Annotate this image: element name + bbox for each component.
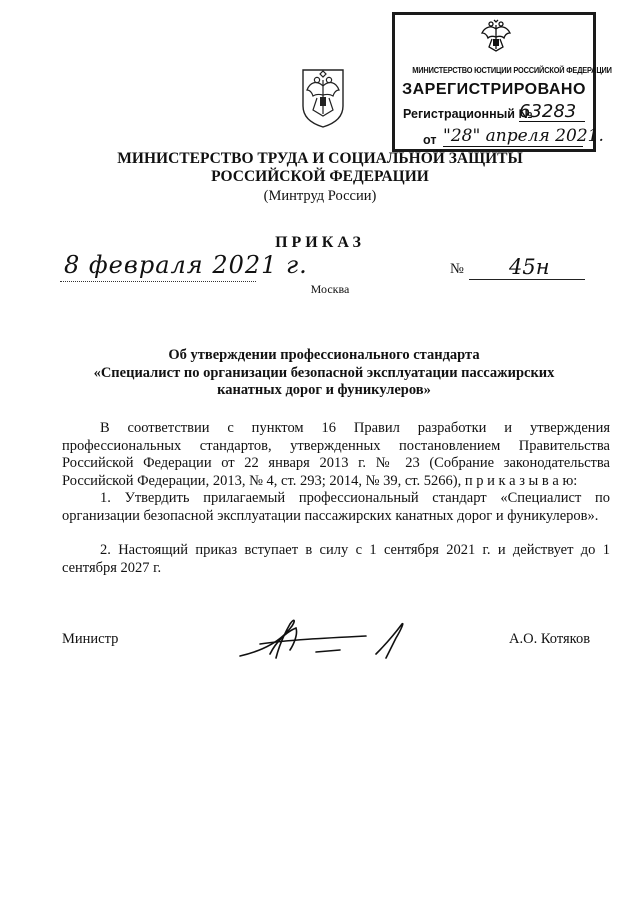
- clause-2: 2. Настоящий приказ вступает в силу с 1 сентября 2021 г. и действует до 1 сентября 2027 г.: [62, 542, 610, 576]
- stamp-date: "28" апреля 2021.: [443, 126, 604, 146]
- signer-name: А.О. Котяков: [509, 631, 591, 647]
- order-number: 45н: [469, 255, 585, 280]
- subject-line1: Об утверждении профессионального стандарта: [168, 347, 480, 363]
- coat-of-arms-icon: [301, 68, 345, 128]
- ministry-title-line2: РОССИЙСКОЙ ФЕДЕРАЦИИ: [211, 168, 429, 185]
- registration-stamp: [392, 12, 612, 152]
- handwritten-signature-icon: [236, 614, 416, 664]
- preamble-paragraph: В соответствии с пунктом 16 Правил разработки и утверждения профессиональных стандартов, утвержденных постановлением Правительства Российской Федерации от 22 января 2013 г. № 23 (Собрание законодательства Российской Федерации, 2013, № 4, ст. 293; 2014, № 39, ст. 5266), п р и к а з ы в а ю:: [62, 420, 610, 489]
- stamp-status: ЗАРЕГИСТРИРОВАНО: [402, 81, 586, 98]
- stamp-reg-label: Регистрационный №: [403, 107, 533, 121]
- ministry-title: [60, 150, 580, 186]
- ministry-short-name: (Минтруд России): [263, 188, 377, 204]
- subject-line2: «Специалист по организации безопасной эксплуатации пассажирских: [93, 364, 555, 381]
- signer-role: Министр: [62, 631, 119, 647]
- stamp-reg-number: 63283: [519, 103, 585, 122]
- clause-1: 1. Утвердить прилагаемый профессиональный стандарт «Специалист по организации безопасной эксплуатации пассажирских канатных дорог и фуникулеров».: [62, 490, 610, 524]
- order-title: ПРИКАЗ: [275, 234, 365, 251]
- eagle-emblem-icon: [479, 19, 513, 55]
- order-city: Москва: [310, 282, 350, 296]
- order-number-label: №: [450, 261, 464, 277]
- order-subject: [74, 347, 574, 400]
- subject-line3: канатных дорог и фуникулеров»: [217, 382, 431, 398]
- ministry-title-line1: МИНИСТЕРСТВО ТРУДА И СОЦИАЛЬНОЙ ЗАЩИТЫ: [117, 150, 523, 167]
- stamp-date-prefix: от: [423, 133, 437, 147]
- order-date: 8 февраля 2021 г.: [64, 251, 308, 279]
- stamp-ministry-name: МИНИСТЕРСТВО ЮСТИЦИИ РОССИЙСКОЙ ФЕДЕРАЦИИ: [412, 65, 612, 75]
